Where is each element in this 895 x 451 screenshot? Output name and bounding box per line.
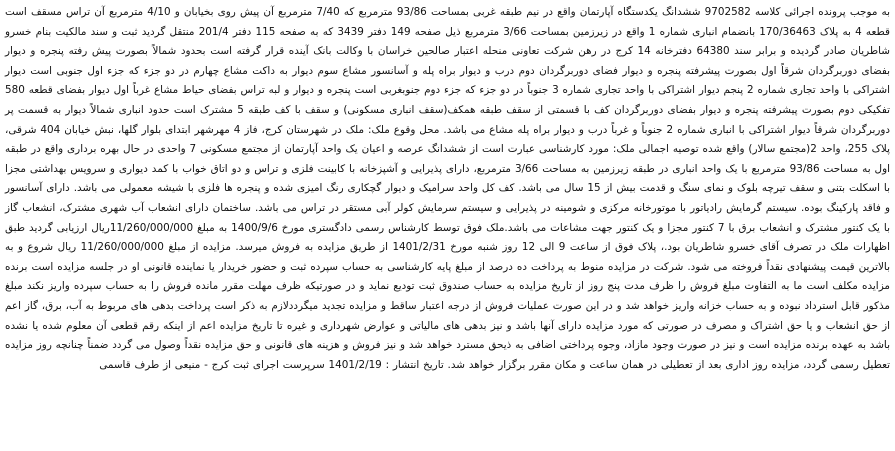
notice-body-text: به موجب پرونده اجرائی کلاسه 9702582 ششدانگ یکدستگاه آپارتمان واقع در نیم طبقه غربی بمساحت 93/86 مترمربع که 7/40 مترمربع آن پیش روی بخیابان و 4/10 مترمربع آن تراس مسقف است قطعه 4 به پلاک 170/36463 بانضمام انباری شماره 1 واقع در زیرزمین بمساحت 3/66 مترمربع ذیل صفحه 149 دفتر 3439 که به صفحه 115 دفتر 201/4 منتقل گردید ثبت و سند مالکیت بنام خسرو شاطریان صادر گردیده و برابر سند 64380 دفترخانه 14 کرج در رهن شرکت تعاونی منحله اعتبار صالحین خراسان با وکالت بانک آینده قرار گرفته است بحدود شمالاً بصورت پیش رفته پنجره و دیوار بفضای دوربرگردان شرقاً اول بصورت پیشرفته پنجره و دیوار فضای دوربرگردان دوم درب و دیوار براه پله و آسانسور مشاع سوم دیوار به داکت مشاع چهارم در دو جزء که جزء اول جنوبی است دیوار اشتراکی با واحد تجاری شماره 2 پنجم دیوار اشتراکی با واحد تجاری شماره 3 جنوباً در دو جزء که جزء دوم جنوبغربی است پنجره و دیوار و لبه تراس بفضای حیاط مشاع غرباً اول دیوار بفضای قطعه 580 تفکیکی دوم بصورت پیشرفته پنجره و دیوار بفضای دوربرگردان کف با قسمتی از سقف طبقه همکف(سقف انباری مسکونی) و سقف با کف طبقه 5 مشترک است حدود انباری شمالاً دیوار به قسمت پر دوربرگردان شرقاً دیوار اشتراکی با انباری شماره 2 جنوباً و غرباً درب و دیوار براه پله مشاع می باشد. محل وقوع ملک: ملک در شهرستان کرج، فاز 4 مهرشهر ابتدای بلوار گلها، نبش خیابان 404 شرقی، پلاک 255، واحد 2(مجتمع سالار) واقع شده توصیه اجمالی ملک: مورد کارشناسی عبارت است از ششدانگ عرصه و اعیان یک واحد آپارتمان از مجتمع مسکونی 7 واحدی در حال بهره برداری واقع در طبقه اول به مساحت 93/86 مترمربع با یک واحد انباری در طبقه زیرزمین به مساحت 3/66 مترمربع، دارای پذیرایی و آشپزخانه با کابینت فلزی و تراس و دو اتاق خواب با کمد دیواری و سرویس بهداشتی مجزا با اسکلت بتنی و سقف تیرچه بلوک و نمای سنگ و قدمت بیش از 15 سال می باشد. کف کل واحد سرامیک و دیوار گچکاری رنگ امیزی شده و پنجره ها فلزی با شیشه معمولی می باشد. دارای آسانسور و فاقد پارکینگ بوده. سیستم گرمایش رادیاتور با موتورخانه مرکزی و شومینه در پذیرایی و سیستم سرمایش کولر آبی مستقر در تراس می باشد. ساختمان دارای انشعاب آب شهری مشترک، انشعاب گاز با یک کنتور مشترک و انشعاب برق با 7 کنتور مجزا و یک کنتور جهت مشاعات می باشد.ملک فوق توسط کارشناس رسمی دادگستری مورخ 1400/9/6 به مبلغ 11/260/000/000ریال ارزیابی گردید طبق اظهارات ملک در تصرف آقای خسرو شاطریان بود.، پلاک فوق از ساعت 9 الی 12 روز شنبه مورخ 1401/2/31 از طریق مزایده به فروش میرسد. مزایده از مبلغ 11/260/000/000 ریال شروع و به بالاترین قیمت پیشنهادی نقداً فروخته می شود. شرکت در مزایده منوط به پرداخت ده درصد از مبلغ پایه کارشناسی به حساب سپرده ثبت و حضور خریدار یا نماینده قانونی او در جلسه مزایده است برنده مزایده مکلف است ما به التفاوت مبلغ فروش را ظرف مدت پنج روز از تاریخ مزایده به حساب صندوق ثبت تودیع نماید و در صورتیکه ظرف مهلت مقرر مانده فروش را به حساب سپرده واریز نکند مبلغ مذکور قابل استرداد نبوده و به حساب خزانه واریز خواهد شد و در این صورت عملیات فروش از درجه اعتبار ساقط و مزایده تجدید میگرددلازم به ذکر است پرداخت بدهی های مربوط به آب، برق، گاز اعم از حق انشعاب و یا حق اشتراک و مصرف در صورتی که مورد مزایده دارای آنها باشد و نیز بدهی های مالیاتی و عوارض شهرداری و غیره تا تاریخ مزایده اعم از اینکه رقم قطعی آن معلوم شده یا نشده باشد به عهده برنده مزایده است و نیز در صورت وجود مازاد، وجوه پرداختی اضافی به ذیحق مسترد خواهد شد و نیز فروش و هزینه های قانونی و حق مزایده نقداً وصول می گردد ضمناً چنانچه روز مزایده تعطیل رسمی گردد، مزایده روز اداری بعد از تعطیلی در همان ساعت و مکان مقرر برگزار خواهد شد. تاریخ انتشار : 1401/2/19 سرپرست اجرای ثبت کرج - منیعی از طرف قاسمی	[5, 6, 891, 371]
auction-notice-document	[5, 0, 890, 375]
